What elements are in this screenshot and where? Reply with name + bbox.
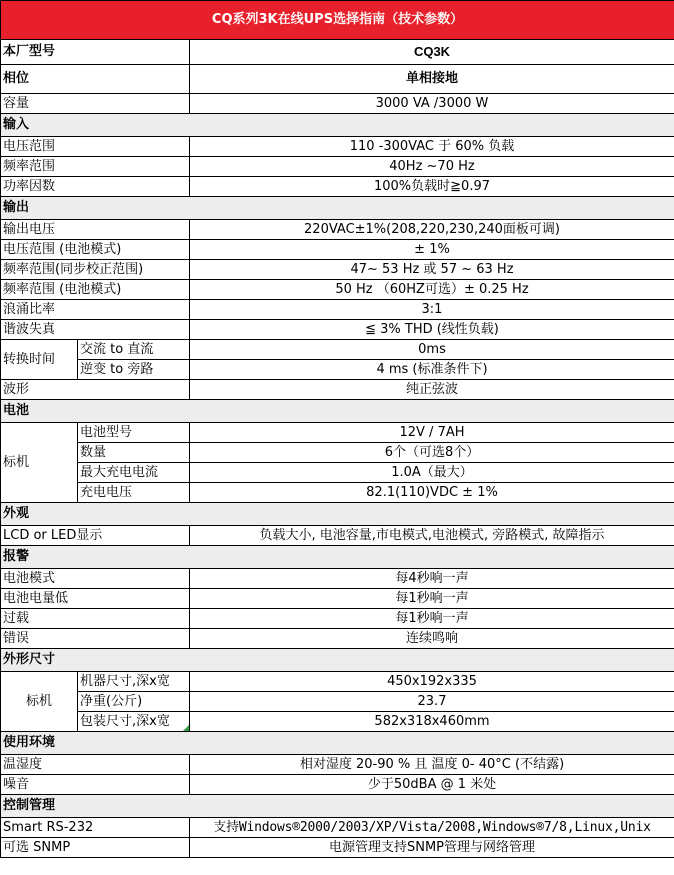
transfer-time-label: 转换时间 xyxy=(1,340,78,380)
table-row xyxy=(1,280,674,300)
spec-value: 110 -300VAC 于 60% 负载 xyxy=(190,137,674,157)
table-row xyxy=(1,672,674,692)
spec-value: 支持Windows®2000/2003/XP/Vista/2008,Windows®7/8,Linux,Unix xyxy=(190,818,674,838)
spec-label: 频率范围(同步校正范围) xyxy=(1,260,190,280)
spec-label: 波形 xyxy=(1,380,190,400)
section-dimensions xyxy=(1,649,674,672)
battery-group-label: 标机 xyxy=(1,423,78,503)
model-label: 本厂型号 xyxy=(1,40,190,65)
spec-label: 电池模式 xyxy=(1,569,190,589)
spec-label: 充电电压 xyxy=(78,483,190,503)
spec-value: 每4秒响一声 xyxy=(190,569,674,589)
section-heading-battery: 电池 xyxy=(1,400,674,423)
spec-value: 23.7 xyxy=(190,692,674,712)
table-row xyxy=(1,157,674,177)
section-heading-dimensions: 外形尺寸 xyxy=(1,649,674,672)
table-row xyxy=(1,220,674,240)
table-row xyxy=(1,589,674,609)
phase-label: 相位 xyxy=(1,65,190,94)
spec-value: 100%负载时≧0.97 xyxy=(190,177,674,197)
spec-label: 包装尺寸,深x宽 xyxy=(78,712,190,732)
spec-label: 过载 xyxy=(1,609,190,629)
spec-value: 6个（可选8个） xyxy=(190,443,674,463)
spec-label: 频率范围 (电池模式) xyxy=(1,280,190,300)
spec-value: 相对湿度 20-90 % 且 温度 0- 40°C (不结露) xyxy=(190,755,674,775)
table-row xyxy=(1,609,674,629)
section-heading-environment: 使用环境 xyxy=(1,732,674,755)
spec-value: 4 ms (标准条件下) xyxy=(190,360,674,380)
table-row xyxy=(1,260,674,280)
section-input xyxy=(1,114,674,137)
model-row xyxy=(1,40,674,65)
spec-label: 频率范围 xyxy=(1,157,190,177)
table-row xyxy=(1,240,674,260)
spec-value: 0ms xyxy=(190,340,674,360)
table-row xyxy=(1,177,674,197)
spec-value: ± 1% xyxy=(190,240,674,260)
table-row xyxy=(1,137,674,157)
spec-value: 负载大小, 电池容量,市电模式,电池模式, 旁路模式, 故障指示 xyxy=(190,526,674,546)
spec-label: 净重(公斤) xyxy=(78,692,190,712)
spec-value: 50 Hz （60HZ可选）± 0.25 Hz xyxy=(190,280,674,300)
spec-label: 最大充电电流 xyxy=(78,463,190,483)
spec-label: 数量 xyxy=(78,443,190,463)
spec-value: 450x192x335 xyxy=(190,672,674,692)
section-heading-management: 控制管理 xyxy=(1,795,674,818)
table-row xyxy=(1,340,674,360)
spec-label: 输出电压 xyxy=(1,220,190,240)
section-output xyxy=(1,197,674,220)
spec-value: 3:1 xyxy=(190,300,674,320)
capacity-value: 3000 VA /3000 W xyxy=(190,94,674,114)
spec-value: 82.1(110)VDC ± 1% xyxy=(190,483,674,503)
spec-value: 47~ 53 Hz 或 57 ~ 63 Hz xyxy=(190,260,674,280)
page-title: CQ系列3K在线UPS选择指南（技术参数） xyxy=(1,1,674,40)
spec-label: Smart RS-232 xyxy=(1,818,190,838)
table-row xyxy=(1,569,674,589)
model-value: CQ3K xyxy=(190,40,674,65)
spec-value: 220VAC±1%(208,220,230,240面板可调) xyxy=(190,220,674,240)
table-row xyxy=(1,360,674,380)
spec-value: ≦ 3% THD (线性负载) xyxy=(190,320,674,340)
table-row xyxy=(1,838,674,858)
title-row xyxy=(1,1,674,40)
capacity-row xyxy=(1,94,674,114)
spec-label: LCD or LED显示 xyxy=(1,526,190,546)
table-row xyxy=(1,423,674,443)
spec-value: 每1秒响一声 xyxy=(190,589,674,609)
spec-label: 噪音 xyxy=(1,775,190,795)
spec-label: 电池电量低 xyxy=(1,589,190,609)
spec-value: 40Hz ~70 Hz xyxy=(190,157,674,177)
table-row xyxy=(1,755,674,775)
spec-label: 温湿度 xyxy=(1,755,190,775)
spec-label: 错误 xyxy=(1,629,190,649)
table-row xyxy=(1,320,674,340)
spec-label: 电池型号 xyxy=(78,423,190,443)
spec-label: 逆变 to 旁路 xyxy=(78,360,190,380)
table-row xyxy=(1,712,674,732)
section-alarm xyxy=(1,546,674,569)
table-row xyxy=(1,775,674,795)
spec-label: 浪涌比率 xyxy=(1,300,190,320)
section-management xyxy=(1,795,674,818)
spec-value: 电源管理支持SNMP管理与网络管理 xyxy=(190,838,674,858)
spec-label: 功率因数 xyxy=(1,177,190,197)
table-row xyxy=(1,463,674,483)
section-environment xyxy=(1,732,674,755)
section-battery xyxy=(1,400,674,423)
phase-row xyxy=(1,65,674,94)
section-heading-output: 输出 xyxy=(1,197,674,220)
spec-value: 582x318x460mm xyxy=(190,712,674,732)
table-row xyxy=(1,629,674,649)
table-row xyxy=(1,443,674,463)
dimensions-group-label: 标机 xyxy=(1,672,78,732)
table-row xyxy=(1,526,674,546)
table-row xyxy=(1,483,674,503)
spec-label: 谐波失真 xyxy=(1,320,190,340)
spec-value: 纯正弦波 xyxy=(190,380,674,400)
spec-label: 机器尺寸,深x宽 xyxy=(78,672,190,692)
phase-value: 单相接地 xyxy=(190,65,674,94)
spec-label: 电压范围 (电池模式) xyxy=(1,240,190,260)
spec-value: 少于50dBA @ 1 米处 xyxy=(190,775,674,795)
table-row xyxy=(1,692,674,712)
section-heading-input: 输入 xyxy=(1,114,674,137)
table-row xyxy=(1,818,674,838)
section-heading-appearance: 外观 xyxy=(1,503,674,526)
spec-value: 每1秒响一声 xyxy=(190,609,674,629)
table-row xyxy=(1,380,674,400)
spec-value: 连续鸣响 xyxy=(190,629,674,649)
spec-value: 1.0A（最大） xyxy=(190,463,674,483)
capacity-label: 容量 xyxy=(1,94,190,114)
spec-label: 电压范围 xyxy=(1,137,190,157)
section-heading-alarm: 报警 xyxy=(1,546,674,569)
spec-value: 12V / 7AH xyxy=(190,423,674,443)
section-appearance xyxy=(1,503,674,526)
spec-label: 交流 to 直流 xyxy=(78,340,190,360)
table-row xyxy=(1,300,674,320)
spec-label: 可选 SNMP xyxy=(1,838,190,858)
